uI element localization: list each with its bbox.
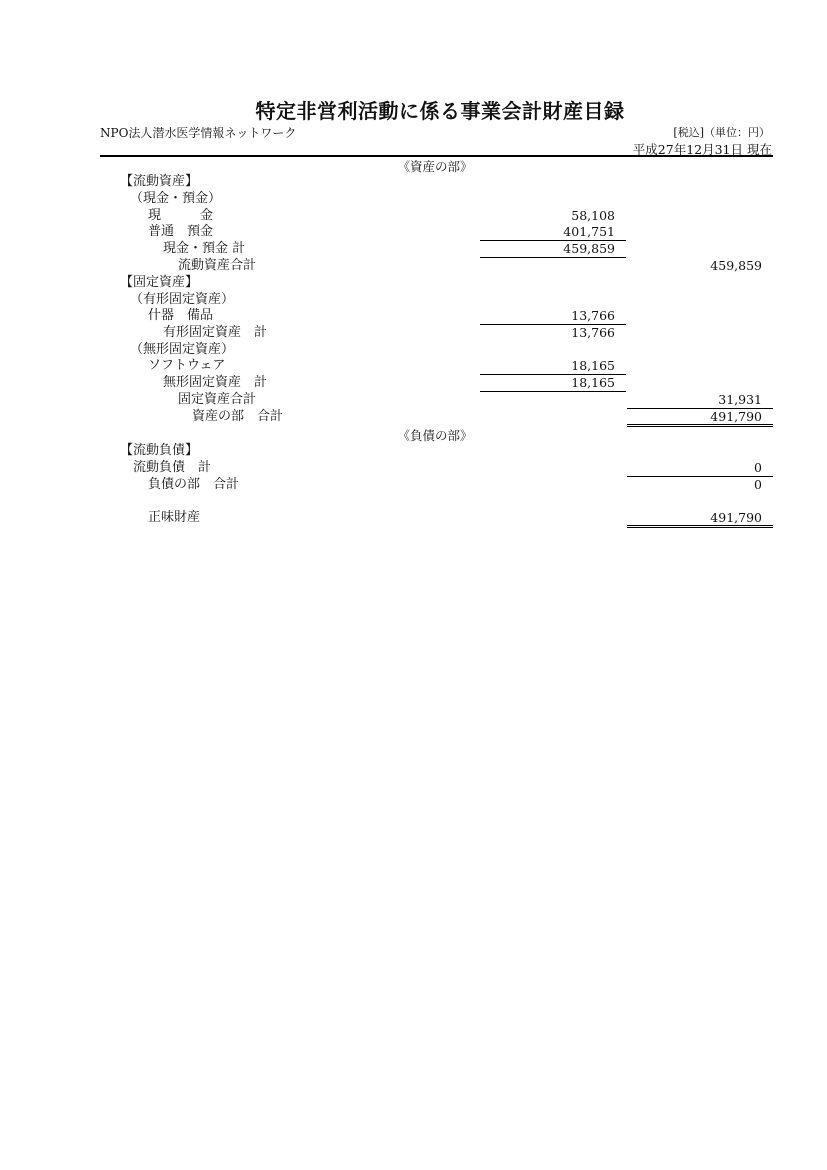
fixed-assets-total-amount: 31,931 (718, 392, 762, 407)
current-assets-total-label: 流動資産合計 (178, 258, 257, 273)
current-liabilities-heading: 【流動負債】 (120, 443, 199, 458)
tangible-assets-heading: （有形固定資産） (130, 292, 235, 307)
ordinary-deposit-amount: 401,751 (563, 224, 615, 239)
assets-total-amount: 491,790 (710, 409, 762, 424)
intangible-total-label: 無形固定資産 計 (163, 375, 268, 390)
subtotal-rule (480, 257, 626, 258)
total-double-rule (627, 424, 773, 427)
fixtures-label: 什器 備品 (148, 308, 214, 323)
software-amount: 18,165 (571, 358, 615, 373)
net-assets-label: 正味財産 (148, 510, 201, 525)
tangible-total-amount: 13,766 (571, 325, 615, 340)
assets-section-title: 《資産の部》 (397, 159, 473, 174)
ordinary-deposit-label: 普通 預金 (148, 224, 214, 239)
intangible-assets-heading: （無形固定資産） (130, 342, 235, 357)
liabilities-total-amount: 0 (754, 477, 762, 492)
net-assets-amount: 491,790 (710, 510, 762, 525)
liabilities-section-title: 《負債の部》 (397, 428, 473, 443)
current-liabilities-total-label: 流動負債 計 (133, 460, 212, 475)
fixtures-amount: 13,766 (571, 308, 615, 323)
cash-amount: 58,108 (571, 208, 615, 223)
document-title: 特定非営利活動に係る事業会計財産目録 (255, 99, 625, 123)
fixed-assets-heading: 【固定資産】 (120, 275, 199, 290)
current-liabilities-total-amount: 0 (754, 460, 762, 475)
cash-label: 現 金 (148, 208, 214, 223)
total-double-rule (627, 525, 773, 528)
unit-note: [税込]（単位：円） (673, 126, 770, 139)
cash-deposits-total-label: 現金・預金 計 (163, 241, 246, 256)
organization-name: NPO法人潜水医学情報ネットワーク (100, 126, 297, 140)
subtotal-rule (480, 391, 626, 392)
fixed-assets-total-label: 固定資産合計 (178, 392, 257, 407)
tangible-total-label: 有形固定資産 計 (163, 325, 268, 340)
cash-deposits-total-amount: 459,859 (563, 241, 615, 256)
current-assets-heading: 【流動資産】 (120, 174, 199, 189)
software-label: ソフトウェア (148, 358, 226, 373)
as-of-date: 平成27年12月31日 現在 (632, 142, 772, 157)
liabilities-total-label: 負債の部 合計 (148, 477, 240, 492)
cash-deposits-heading: （現金・預金） (130, 191, 222, 206)
assets-total-label: 資産の部 合計 (192, 409, 284, 424)
intangible-total-amount: 18,165 (571, 375, 615, 390)
current-assets-total-amount: 459,859 (710, 258, 762, 273)
